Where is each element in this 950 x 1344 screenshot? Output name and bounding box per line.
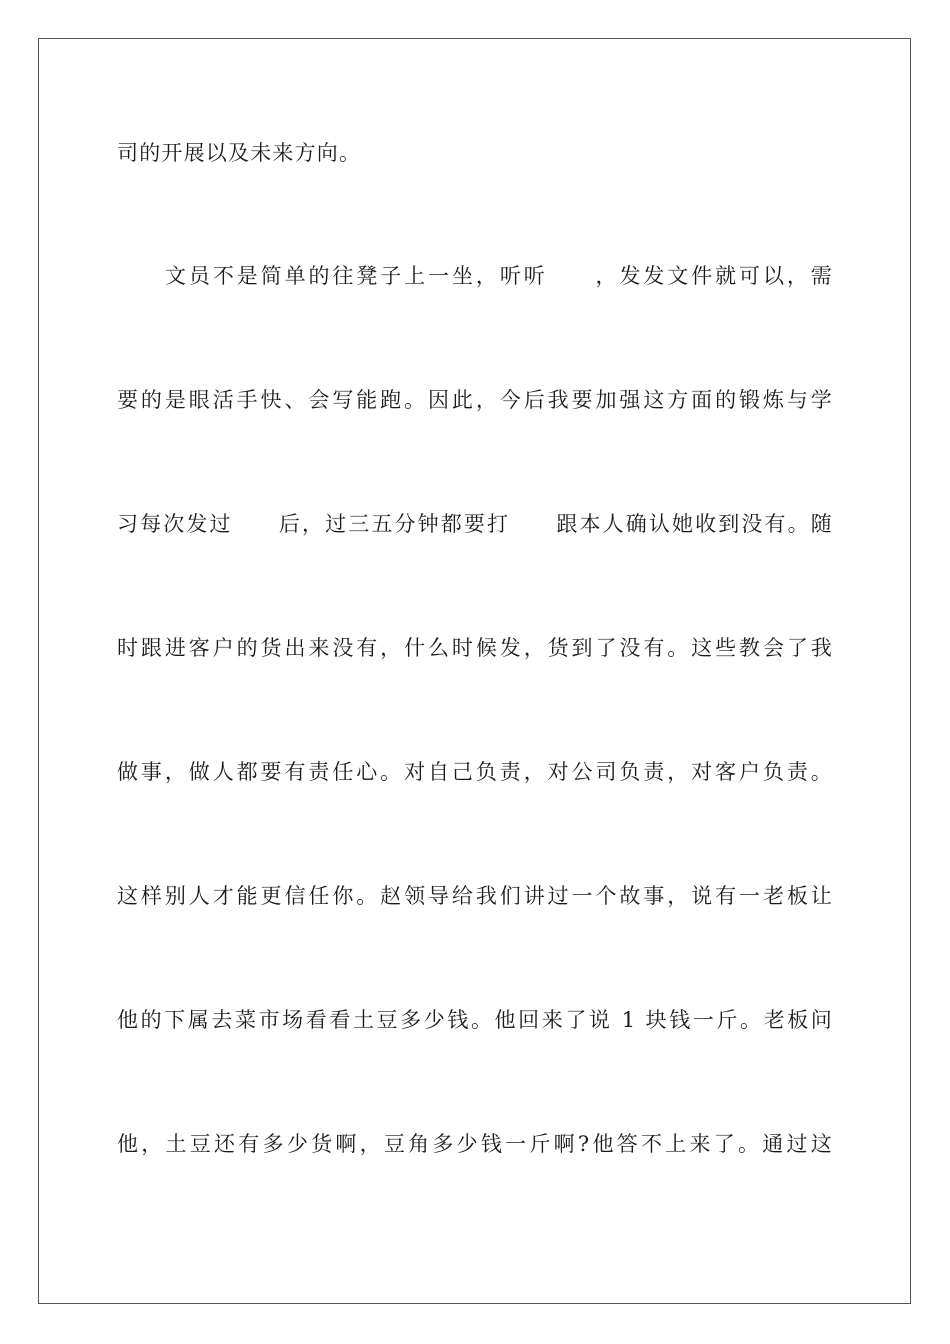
text-line-9: 他，土豆还有多少货啊，豆角多少钱一斤啊?他答不上来了。通过这 bbox=[117, 1132, 833, 1156]
text-line-3: 要的是眼活手快、会写能跑。因此，今后我要加强这方面的锻炼与学 bbox=[117, 388, 833, 412]
text-line-2: 文员不是简单的往凳子上一坐，听听 ，发发文件就可以，需 bbox=[165, 264, 833, 288]
text-line-1: 司的开展以及未来方向。 bbox=[117, 141, 362, 165]
text-line-4: 习每次发过 后，过三五分钟都要打 跟本人确认她收到没有。随 bbox=[117, 512, 833, 536]
text-line-7: 这样别人才能更信任你。赵领导给我们讲过一个故事，说有一老板让 bbox=[117, 884, 833, 908]
text-line-5: 时跟进客户的货出来没有，什么时候发，货到了没有。这些教会了我 bbox=[117, 636, 833, 660]
page-border bbox=[38, 38, 911, 1304]
text-line-8: 他的下属去菜市场看看土豆多少钱。他回来了说 1 块钱一斤。老板问 bbox=[117, 1008, 833, 1032]
text-line-6: 做事，做人都要有责任心。对自己负责，对公司负责，对客户负责。 bbox=[117, 760, 833, 784]
